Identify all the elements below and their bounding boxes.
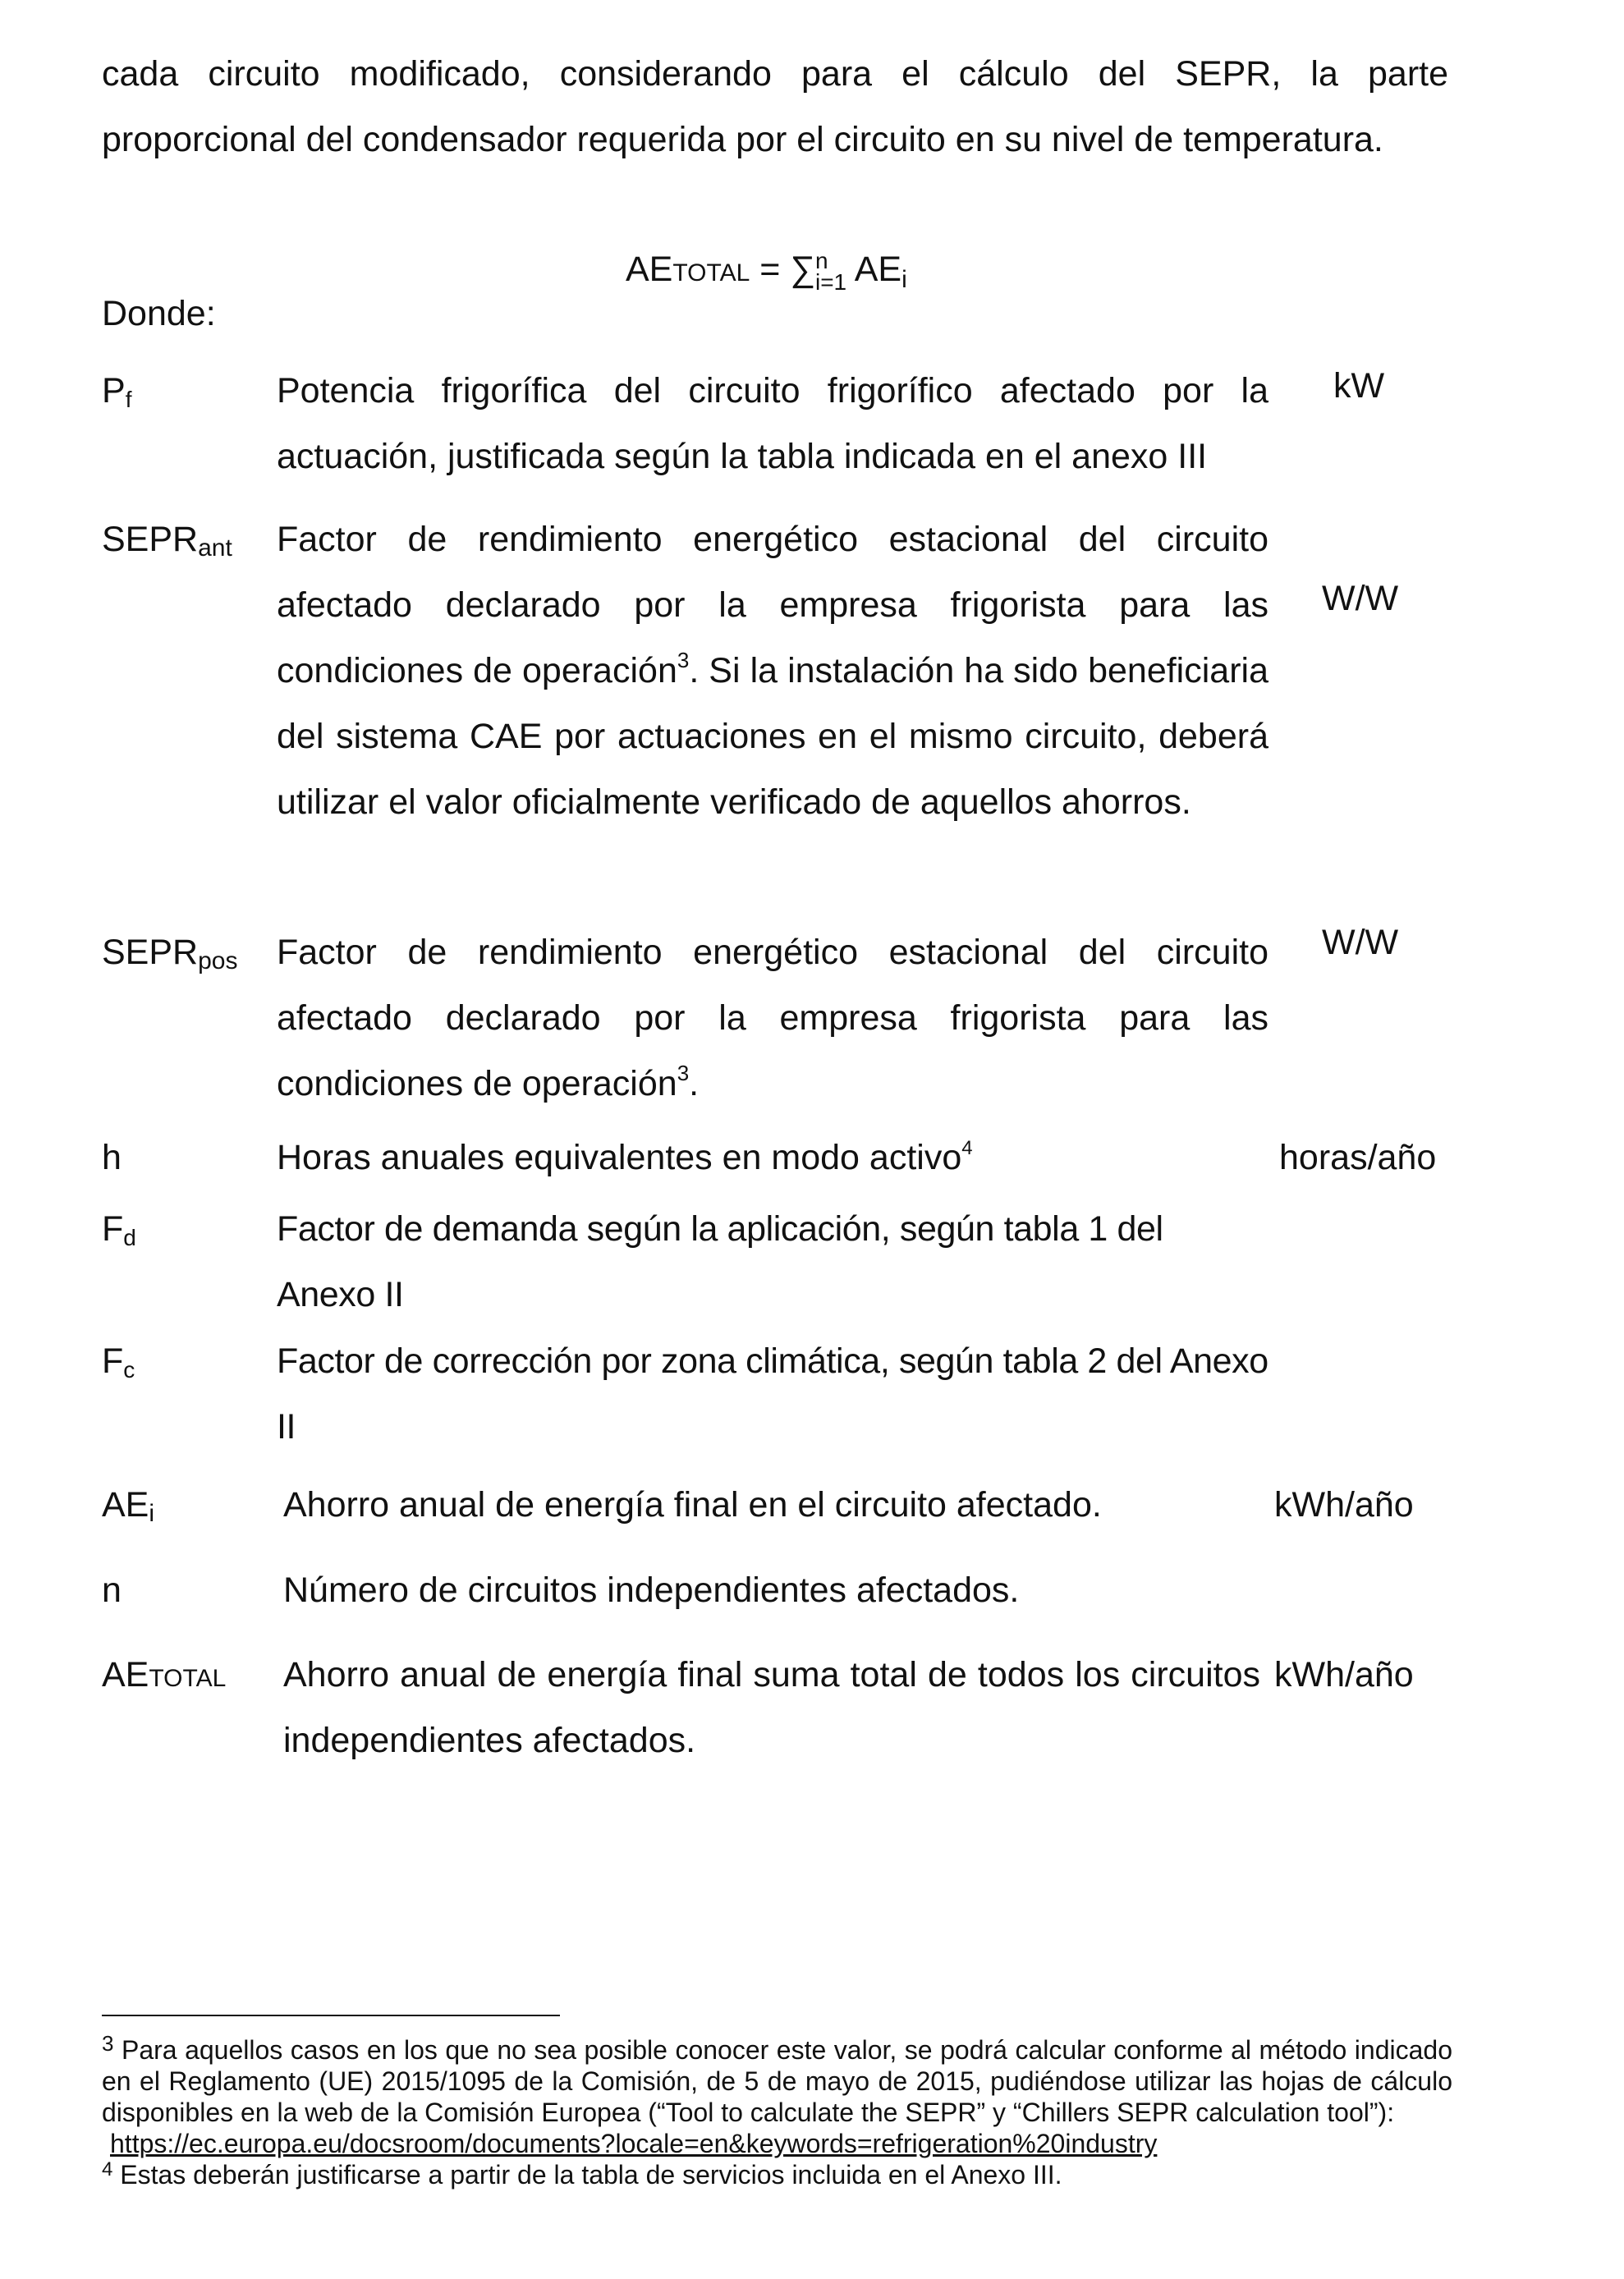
definition-unit: W/W	[1322, 579, 1399, 618]
formula-rhs-base: AE	[854, 250, 902, 289]
definition-unit: kWh/año	[1274, 1485, 1414, 1525]
definition-description: Factor de demanda según la aplicación, según tabla 1 del Anexo II	[277, 1209, 1163, 1314]
formula-sum-upper: n	[814, 247, 828, 273]
intro-paragraph: cada circuito modificado, considerando para el cálculo del SEPR, la parte proporcional del condensador requerida por el circuito en su nivel de temperatura.	[102, 54, 1448, 159]
definition-symbol: $SEPR_{ant}$	[102, 520, 232, 562]
formula-sum-limits	[814, 247, 847, 295]
definition-symbol: $F_c$	[102, 1341, 135, 1383]
definition-symbol: $SEPR_{pos}$	[102, 933, 238, 974]
total-savings-formula	[626, 245, 907, 305]
footnote-marker: 4	[102, 2158, 113, 2180]
definition-description: Ahorro anual de energía final suma total de todos los circuitos independientes afectados.	[283, 1655, 1260, 1760]
formula-equals: =	[759, 250, 781, 289]
formula-lhs-subscript: TOTAL	[672, 259, 750, 287]
definition-symbol: $P_f$	[102, 371, 132, 412]
footnote-4	[102, 2159, 1452, 2190]
footnote-ref: 4	[961, 1137, 973, 1159]
formula-rhs-subscript: i	[901, 266, 907, 293]
footnote-ref: 3	[677, 1061, 690, 1085]
definition-symbol: n	[102, 1571, 122, 1610]
definition-description: Horas anuales equivalentes en modo activo$^4$	[277, 1137, 973, 1177]
definition-symbol: AETOTAL	[102, 1655, 227, 1694]
definition-unit: horas/año	[1279, 1138, 1437, 1177]
footnote-marker: 3	[102, 2031, 114, 2056]
footnote-ref: 3	[677, 648, 690, 672]
footnotes	[102, 2031, 1453, 2190]
definition-description: Factor de rendimiento energético estacional del circuito afectado declarado por la empresa frigorista para las condiciones de operación$^3$.	[277, 933, 1268, 1103]
footnote-link[interactable]: https://ec.europa.eu/docsroom/documents?locale=en&keywords=refrigeration%20industry	[110, 2129, 1158, 2158]
definition-symbol: h	[102, 1138, 122, 1177]
definition-description: Número de circuitos independientes afectados.	[283, 1571, 1020, 1610]
footnote-divider	[102, 2015, 560, 2016]
definition-unit: kW	[1333, 366, 1385, 406]
definition-symbol: $AE_i$	[102, 1485, 155, 1527]
footnote-text: Estas deberán justificarse a partir de la tabla de servicios incluida en el Anexo III.	[120, 2160, 1062, 2190]
footnote-text: Para aquellos casos en los que no sea posible conocer este valor, se podrá calcular conforme al método indicado en el Reglamento (UE) 2015/1095 de la Comisión, de 5 de mayo de 2015, pudiéndose utilizar las hojas de cálculo disponibles en la web de la Comisión Europea (“Tool to calculate the SEPR” y “Chillers SEPR calculation tool”):	[102, 2035, 1453, 2127]
formula-sum-symbol: ∑	[790, 250, 815, 289]
formula-lhs-base: AE	[626, 250, 673, 289]
footnote-3	[102, 2031, 1453, 2159]
definition-unit: kWh/año	[1274, 1655, 1414, 1694]
definition-unit: W/W	[1322, 923, 1399, 962]
definition-description: Factor de rendimiento energético estacional del circuito afectado declarado por la empresa frigorista para las condiciones de operación$^3$. Si la instalación ha sido beneficiaria del sistema CAE por actuaciones en el mismo circuito, deberá utilizar el valor oficialmente verificado de aquellos ahorros.	[277, 520, 1268, 822]
donde-label: Donde:	[102, 294, 216, 333]
definition-description: Factor de corrección por zona climática, según tabla 2 del Anexo II	[277, 1341, 1268, 1447]
definition-description: Potencia frigorífica del circuito frigorífico afectado por la actuación, justificada según la tabla indicada en el anexo III	[277, 371, 1268, 476]
definition-symbol: $F_d$	[102, 1209, 136, 1250]
definition-description: Ahorro anual de energía final en el circuito afectado.	[283, 1485, 1102, 1525]
formula-sum-lower: i=1	[814, 268, 847, 295]
